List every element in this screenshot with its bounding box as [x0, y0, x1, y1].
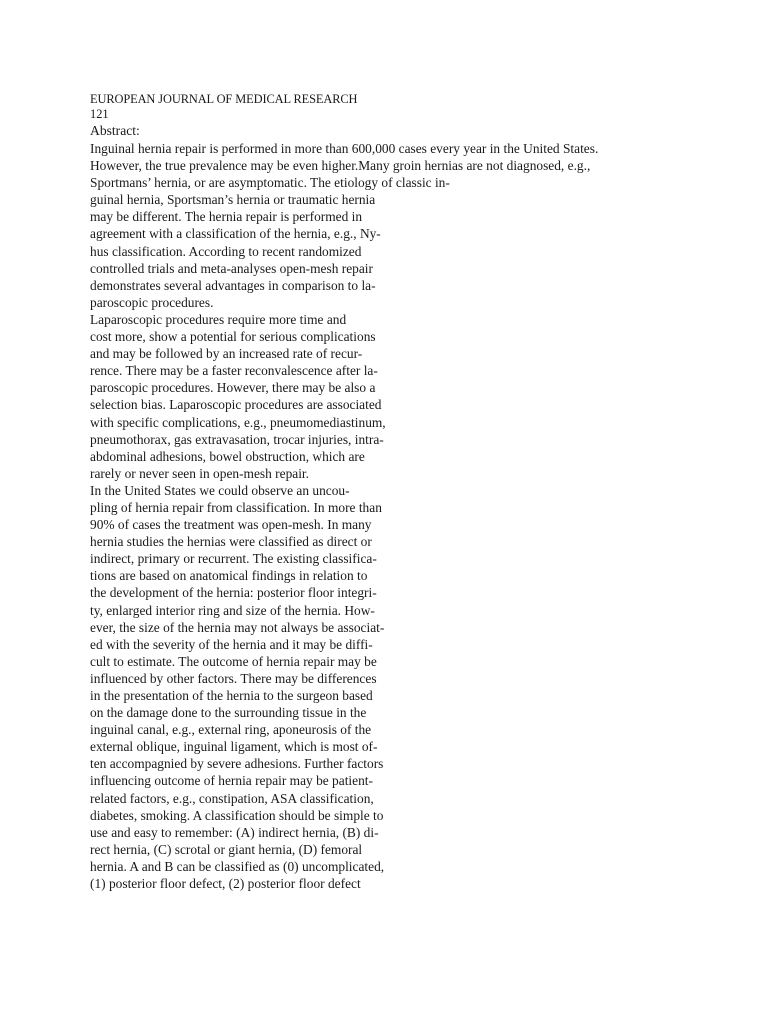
abstract-line: paroscopic procedures. [90, 294, 214, 310]
abstract-line: tions are based on anatomical findings in relation to [90, 568, 368, 584]
abstract-heading: Abstract: [90, 123, 140, 138]
abstract-line: indirect, primary or recurrent. The existing classifica- [90, 551, 377, 567]
abstract-line: cost more, show a potential for serious complications [90, 329, 376, 345]
abstract-line: selection bias. Laparoscopic procedures are associated [90, 397, 382, 413]
abstract-line: In the United States we could observe an uncou- [90, 482, 350, 498]
abstract-line: 90% of cases the treatment was open-mesh. In many [90, 517, 372, 533]
abstract-line: hernia studies the hernias were classified as direct or [90, 534, 372, 550]
abstract-line: Sportmans’ hernia, or are asymptomatic. The etiology of classic in- [90, 175, 450, 191]
abstract-line: rence. There may be a faster reconvalescence after la- [90, 363, 378, 379]
abstract-line: ever, the size of the hernia may not always be associat- [90, 619, 385, 635]
abstract-line: cult to estimate. The outcome of hernia repair may be [90, 653, 377, 669]
abstract-line: use and easy to remember: (A) indirect hernia, (B) di- [90, 824, 379, 840]
abstract-line: and may be followed by an increased rate of recur- [90, 346, 363, 362]
abstract-line: agreement with a classification of the hernia, e.g., Ny- [90, 226, 381, 242]
abstract-line: may be different. The hernia repair is performed in [90, 209, 363, 225]
abstract-line: (1) posterior floor defect, (2) posterior floor defect [90, 876, 361, 892]
abstract-line: rarely or never seen in open-mesh repair. [90, 465, 309, 481]
abstract-line: rect hernia, (C) scrotal or giant hernia, (D) femoral [90, 841, 363, 857]
abstract-line: abdominal adhesions, bowel obstruction, which are [90, 448, 365, 464]
abstract-line: pling of hernia repair from classification. In more than [90, 499, 382, 515]
abstract-body [90, 140, 598, 892]
abstract-line: diabetes, smoking. A classification should be simple to [90, 807, 384, 823]
abstract-line: guinal hernia, Sportsman’s hernia or traumatic hernia [90, 192, 376, 208]
abstract-line: hus classification. According to recent randomized [90, 243, 362, 259]
abstract-line: demonstrates several advantages in comparison to la- [90, 277, 376, 293]
abstract-line: paroscopic procedures. However, there may be also a [90, 380, 376, 396]
abstract-line: influenced by other factors. There may be differences [90, 670, 377, 686]
abstract-line: on the damage done to the surrounding tissue in the [90, 705, 367, 721]
journal-title: EUROPEAN JOURNAL OF MEDICAL RESEARCH [90, 92, 358, 106]
abstract-line: in the presentation of the hernia to the surgeon based [90, 688, 373, 703]
abstract-line: pneumothorax, gas extravasation, trocar injuries, intra- [90, 431, 384, 447]
abstract-line: ten accompagnied by severe adhesions. Further factors [90, 756, 384, 772]
abstract-line: with specific complications, e.g., pneumomediastinum, [90, 414, 386, 430]
abstract-line: influencing outcome of hernia repair may be patient- [90, 773, 373, 789]
abstract-line: ed with the severity of the hernia and it may be diffi- [90, 636, 373, 652]
abstract-line: However, the true prevalence may be even higher.Many groin hernias are not diagnosed, e.g., [90, 158, 591, 174]
abstract-line: controlled trials and meta-analyses open-mesh repair [90, 260, 373, 276]
abstract-line: related factors, e.g., constipation, ASA classification, [90, 790, 374, 806]
abstract-line: Laparoscopic procedures require more time and [90, 311, 347, 327]
abstract-line: Inguinal hernia repair is performed in more than 600,000 cases every year in the United States. [90, 141, 599, 156]
abstract-line: the development of the hernia: posterior floor integri- [90, 585, 377, 601]
abstract-line: external oblique, inguinal ligament, which is most of- [90, 739, 378, 755]
abstract-line: ty, enlarged interior ring and size of the hernia. How- [90, 602, 375, 618]
abstract-line: inguinal canal, e.g., external ring, aponeurosis of the [90, 722, 372, 738]
abstract-line: hernia. A and B can be classified as (0) uncomplicated, [90, 858, 385, 874]
page-number: 121 [90, 107, 109, 121]
